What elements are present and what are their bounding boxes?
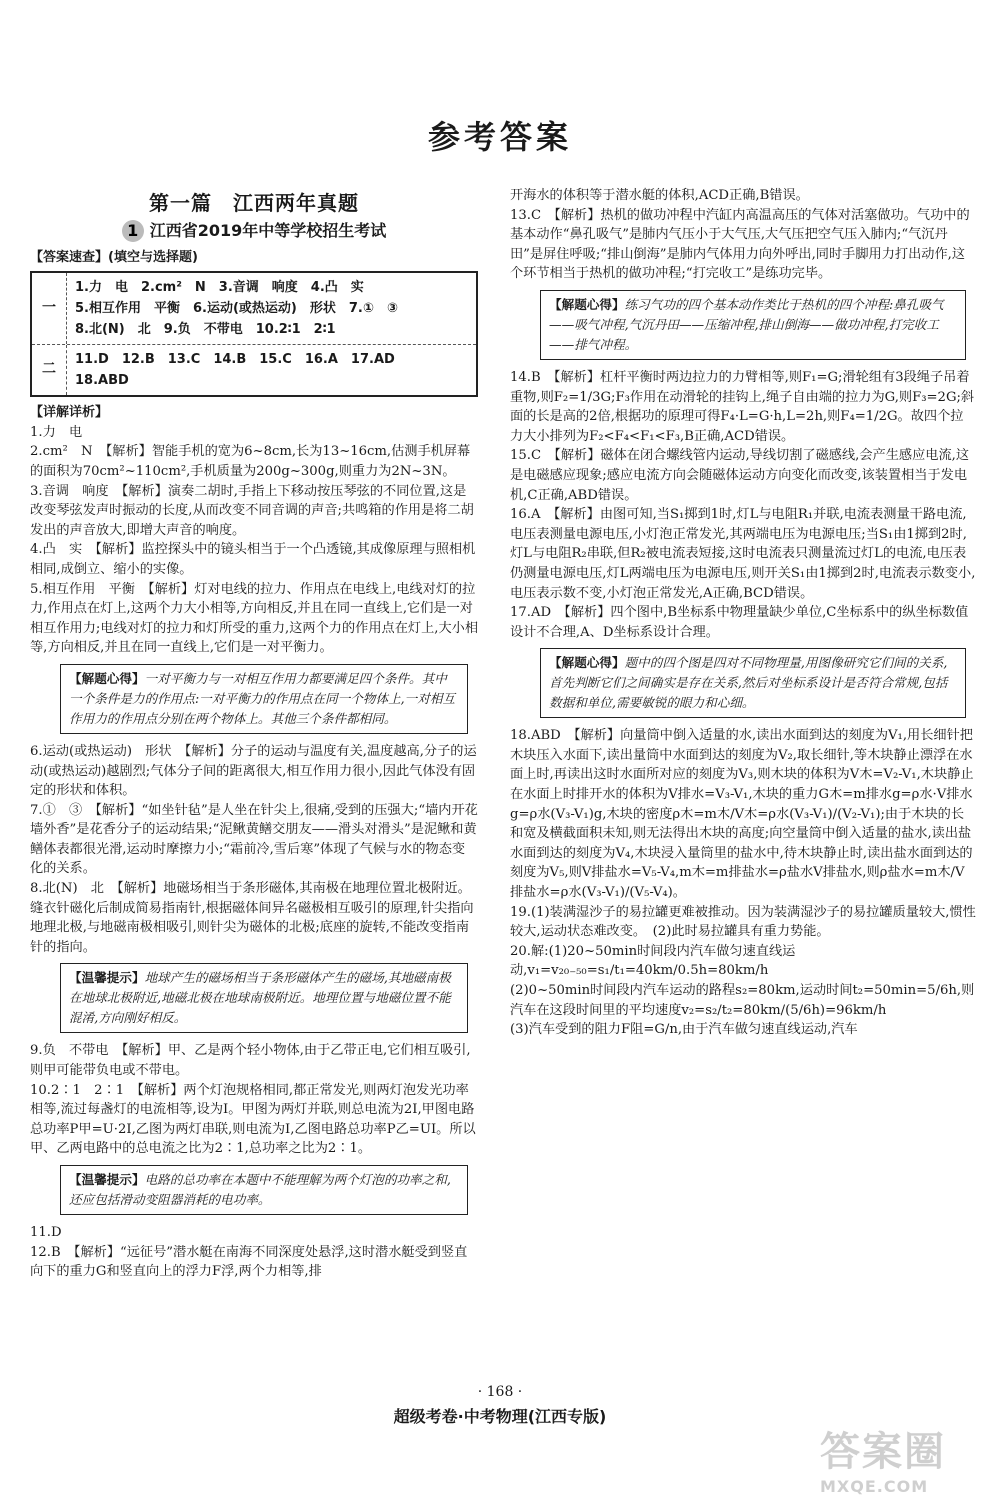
answer-text: 3.音调 响度 【解析】演奏二胡时,手指上下移动按压琴弦的不同位置,这是改变琴弦发声时振动的长度,从而改变不同音调的声音;共鸣箱的作用是将二胡发出的声音放大,即增大声音的响度。	[30, 483, 474, 538]
quick-line: 8.北(N) 北 9.负 不带电 10.2∶1 2∶1	[75, 322, 336, 338]
answer-text: 11.D	[30, 1225, 62, 1240]
answer-text: 4.凸 实 【解析】监控探头中的镜头相当于一个凸透镜,其成像原理与照相机相同,成倒立、缩小的实像。	[30, 542, 476, 577]
answer-item	[510, 1020, 976, 1040]
watermark-url: MXQE.COM	[820, 1477, 929, 1496]
quick-row-1	[32, 273, 476, 345]
tip-box	[60, 963, 468, 1033]
answer-item	[30, 801, 478, 879]
answer-text: 17.AD 【解析】四个图中,B坐标系中物理量缺少单位,C坐标系中的纵坐标数值设计不合理,A、D坐标系设计合理。	[510, 605, 969, 640]
answer-text: 8.北(N) 北 【解析】地磁场相当于条形磁体,其南极在地理位置北极附近。缝衣针磁化后制成简易指南针,根据磁体间异名磁极相互吸引的原理,针尖指向地理北极,与地磁南极相吸引,则针尖为磁体的北极;底座的旋转,不能改变指南针的指向。	[30, 881, 474, 955]
quick-answer-table	[30, 271, 478, 397]
exam-title: 江西省2019年中等学校招生考试	[149, 220, 387, 240]
answer-item	[30, 482, 478, 541]
quick-row-head: 二	[32, 345, 67, 395]
answer-text: (3)汽车受到的阻力F阻=G/n,由于汽车做匀速直线运动,汽车	[510, 1022, 858, 1038]
quick-row-body	[67, 345, 476, 395]
answer-text: 6.运动(或热运动) 形状 【解析】分子的运动与温度有关,温度越高,分子的运动(或热运动)越剧烈;气体分子间的距离很大,相互作用力很小,因此气体没有固定的形状和体积。	[30, 743, 477, 799]
tip-title: 【解题心得】	[69, 670, 145, 686]
answer-item	[510, 206, 976, 284]
tip-box	[540, 290, 966, 360]
answer-text: (2)0~50min时间段内汽车运动的路程s₂=80km,运动时间t₂=50min=5/6h,则汽车在这段时间里的平均速度v₂=s₂/t₂=80km/(5/6h)=96km/h	[510, 983, 975, 1018]
answer-item	[510, 446, 976, 505]
answer-item	[510, 903, 976, 942]
left-column	[30, 192, 478, 1282]
book-title: 超级考卷·中考物理(江西专版)	[393, 1407, 607, 1426]
answer-text: 16.A 【解析】由图可知,当S₁掷到1时,灯L与电阻R₁并联,电流表测量干路电流,电压表测量电源电压,小灯泡正常发光,其两端电压为电源电压;当S₁由1掷到2时,灯L与电阻R₂串联,但R₂被电流表短接,这时电流表只测量流过灯L的电流,电压表仍测量电源电压,灯L两端电压为电源电压,则开关S₁由1掷到2时,电流表示数变小,电压表示数不变,小灯泡正常发光,A正确,BCD错误。	[510, 507, 976, 601]
tip-text: 一对平衡力与一对相互作用力都要满足四个条件。其中一个条件是力的作用点:一对平衡力的作用点在同一个物体上,一对相互作用力的作用点分别在两个物体上。其他三个条件都相同。	[69, 670, 456, 726]
quick-line: 1.力 电 2.cm² N 3.音调 响度 4.凸 实	[75, 280, 364, 296]
answer-item	[30, 1081, 478, 1159]
answer-item	[30, 879, 478, 957]
quick-line: 5.相互作用 平衡 6.运动(或热运动) 形状 7.① ③	[75, 301, 398, 317]
answer-text: 7.① ③ 【解析】“如坐针毡”是人坐在针尖上,很痛,受到的压强大;“墙内开花墙外香”是花香分子的运动结果;“泥鳅黄鳝交朋友——滑头对滑头”是泥鳅和黄鳝体表都很光滑,运动时摩擦力小;“霜前冷,雪后寒”体现了气候与水的物态变化的关系。	[30, 802, 478, 877]
quick-row-body	[67, 273, 476, 344]
detail-label: 【详解详析】	[30, 405, 109, 421]
answer-text: 13.C 【解析】热机的做功冲程中汽缸内高温高压的气体对活塞做功。气功中的基本动作“鼻孔吸气”是肺内气压小于大气压,大气压把空气压入肺内;“气沉丹田”是屏住呼吸;“排山倒海”是肺内气体用力向外呼出,同时手脚用力打出动作,这个环节相当于热机的做功冲程;“打完收工”是练功完毕。	[510, 207, 970, 282]
tip-box	[60, 1165, 468, 1215]
tip-text: 地球产生的磁场相当于条形磁体产生的磁场,其地磁南极在地球北极附近,地磁北极在地球南极附近。地理位置与地磁位置不能混淆,方向刚好相反。	[69, 970, 451, 1026]
answer-text: 19.(1)装满湿沙子的易拉罐更难被推动。因为装满湿沙子的易拉罐质量较大,惯性较大,运动状态难改变。 (2)此时易拉罐具有重力势能。	[510, 904, 976, 940]
tip-text: 题中的四个图是四对不同物理量,用图像研究它们间的关系,首先判断它们之间确实是存在关系,然后对坐标系设计是否符合常规,包括数据和单位,需要敏锐的眼力和心细。	[549, 655, 948, 711]
watermark-text: 答案圈	[820, 1429, 946, 1475]
answer-item	[30, 540, 478, 579]
quick-row-2	[32, 345, 476, 395]
answer-item	[510, 981, 976, 1020]
tip-text: 电路的总功率在本题中不能理解为两个灯泡的功率之和,还应包括滑动变阻器消耗的电功率。	[69, 1172, 451, 1207]
quick-line: 11.D 12.B 13.C 14.B 15.C 16.A 17.AD	[75, 352, 395, 368]
answer-item	[510, 186, 976, 206]
tip-title: 【解题心得】	[549, 655, 625, 671]
page-title: 参考答案	[427, 118, 572, 156]
answer-text: 9.负 不带电 【解析】甲、乙是两个轻小物体,由于乙带正电,它们相互吸引,则甲可能带负电或不带电。	[30, 1043, 471, 1079]
answer-item	[510, 942, 976, 981]
answer-text: 14.B 【解析】杠杆平衡时两边拉力的力臂相等,则F₁=G;滑轮组有3段绳子吊着重物,则F₂=1/3G;F₃作用在动滑轮的挂钩上,绳子自由端的拉力为G,则F₃=2G;斜面的长是高的2倍,根据功的原理可得F₄·L=G·h,L=2h,则F₄=1/2G。故四个拉力大小排列为F₂<F₄<F₁<F₃,B正确,ACD错误。	[510, 369, 975, 444]
tip-title: 【温馨提示】	[69, 970, 145, 986]
page-number: · 168 ·	[477, 1384, 523, 1400]
quick-answer-label: 【答案速查】(填空与选择题)	[30, 249, 198, 265]
answer-item	[30, 423, 478, 443]
exam-number-badge: 1	[122, 220, 144, 242]
answer-text: 5.相互作用 平衡 【解析】灯对电线的拉力、作用点在电线上,电线对灯的拉力,作用点在灯上,这两个力大小相等,方向相反,并且在同一直线上,它们是一对相互作用力;电线对灯的拉力和灯所受的重力,这两个力的作用点在灯上,大小相等,方向相反,并且在同一直线上,它们是一对平衡力。	[30, 581, 479, 656]
right-column	[510, 186, 976, 1040]
tip-box	[540, 648, 966, 718]
answer-item	[510, 603, 976, 642]
quick-row-head: 一	[32, 273, 67, 344]
exam-heading	[30, 220, 478, 242]
answer-item	[510, 368, 976, 446]
tip-title: 【温馨提示】	[69, 1172, 145, 1187]
answer-text: 10.2∶1 2∶1 【解析】两个灯泡规格相同,都正常发光,则两灯泡发光功率相等,流过每盏灯的电流相等,设为I。甲图为两灯并联,则总电流为2I,甲图电路总功率P甲=U·2I,乙图为两灯串联,则电流为I,乙图电路总功率P乙=UI。所以甲、乙两电路中的总电流之比为2∶1,总功率之比为2∶1。	[30, 1082, 476, 1157]
answer-item	[30, 742, 478, 801]
answer-item	[510, 726, 976, 902]
answer-text: 18.ABD 【解析】向量筒中倒入适量的水,读出水面到达的刻度为V₁,用长细针把木块压入水面下,读出量筒中水面到达的刻度为V₂,取长细针,等木块静止漂浮在水面上时,再读出这时水面所对应的刻度为V₃,则木块的体积为V木=V₂-V₁,木块静止在水面上时排开水的体积为V排水=V₃-V₁,木块的重力G木=m排水g=ρ水·V排水g=ρ水(V₃-V₁)g,木块的密度ρ木=m木/V木=ρ水(V₃-V₁)/(V₂-V₁);由于木块的长和宽及横截面积未知,则无法得出木块的高度;向空量筒中倒入适量的盐水,读出盐水面到达的刻度为V₄,木块浸入量筒里的盐水中,待木块静止时,读出盐水面到达的刻度为V₅,则V排盐水=V₅-V₄,m木=m排盐水=ρ盐水V排盐水,则ρ盐水=m木/V排盐水=ρ水(V₃-V₁)/(V₅-V₄)。	[510, 728, 974, 901]
answer-text: 开海水的体积等于潜水艇的体积,ACD正确,B错误。	[510, 188, 809, 203]
answer-item	[510, 505, 976, 603]
answer-item	[30, 1243, 478, 1282]
tip-text: 练习气功的四个基本动作类比于热机的四个冲程:鼻孔吸气——吸气冲程,气沉丹田——压缩冲程,排山倒海——做功冲程,打完收工——排气冲程。	[549, 296, 944, 352]
answer-item	[30, 1223, 478, 1243]
answer-text: 1.力 电	[30, 424, 83, 440]
answer-text: 12.B 【解析】“远征号”潜水艇在南海不同深度处悬浮,这时潜水艇受到竖直向下的重力G和竖直向上的浮力F浮,两个力相等,排	[30, 1244, 468, 1280]
answer-item	[30, 442, 478, 481]
part-title: 第一篇 江西两年真题	[149, 191, 359, 215]
answer-item	[30, 1041, 478, 1080]
watermark-logo	[820, 1420, 990, 1496]
answer-text: 20.解:(1)20~50min时间段内汽车做匀速直线运动,v₁=v₂₀₋₅₀=s₁/t₁=40km/0.5h=80km/h	[510, 943, 796, 979]
tip-title: 【解题心得】	[549, 296, 625, 312]
tip-box	[60, 664, 468, 734]
answer-text: 15.C 【解析】磁体在闭合螺线管内运动,导线切割了磁感线,会产生感应电流,这是电磁感应现象;感应电流方向会随磁体运动方向变化而改变,该装置相当于发电机,C正确,ABD错误。	[510, 448, 970, 503]
answer-text: 2.cm² N 【解析】智能手机的宽为6~8cm,长为13~16cm,估测手机屏幕的面积为70cm²~110cm²,手机质量为200g~300g,则重力为2N~3N。	[30, 444, 471, 479]
quick-line: 18.ABD	[75, 373, 129, 389]
answer-item	[30, 580, 478, 658]
